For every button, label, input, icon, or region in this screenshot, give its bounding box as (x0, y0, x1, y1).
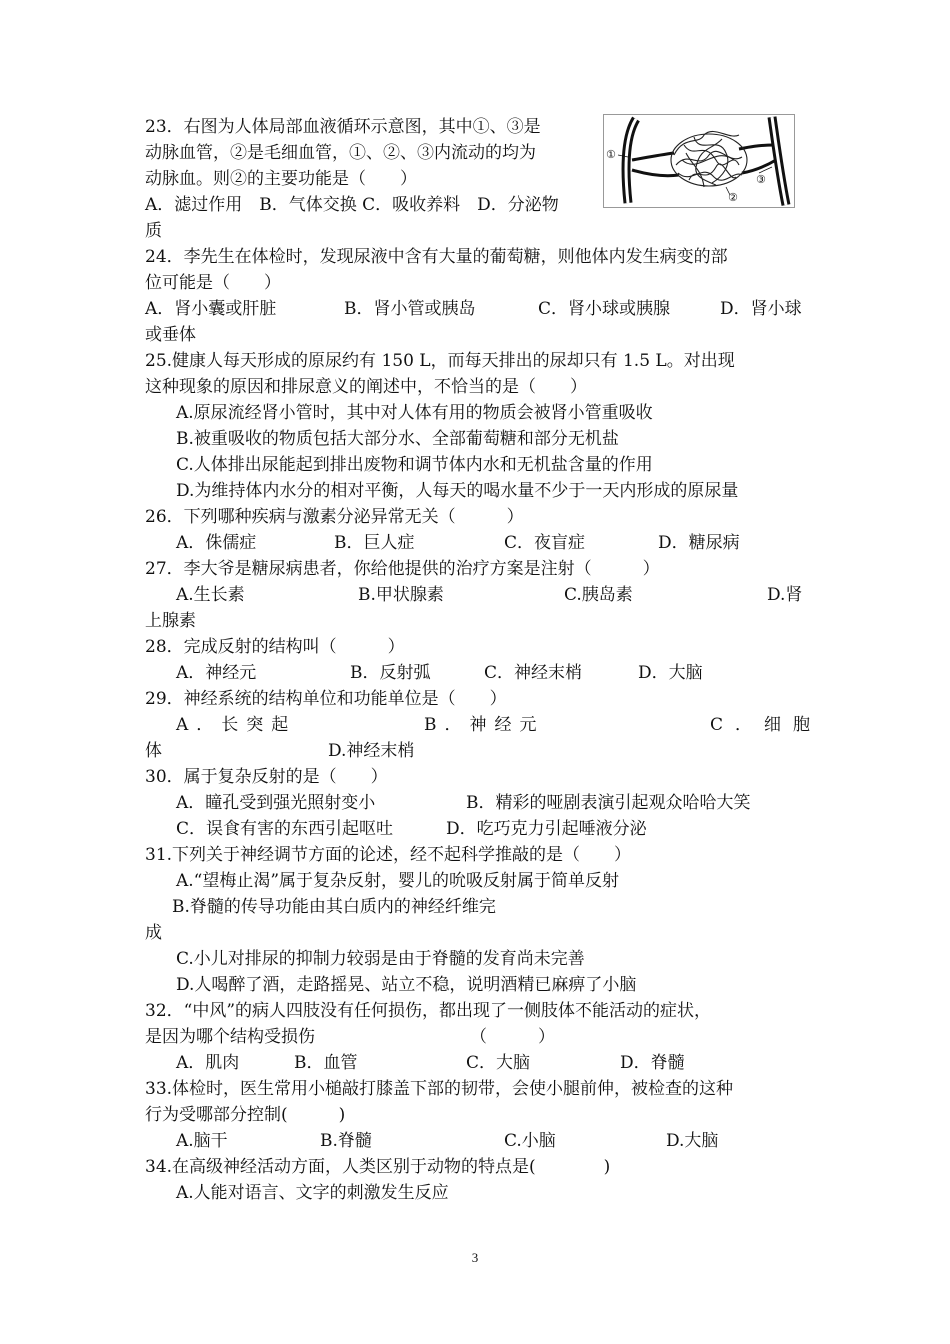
figure-label-2: ② (728, 191, 738, 204)
q25-line-1: 25.健康人每天形成的原尿约有 150 L，而每天排出的尿却只有 1.5 L。对出现 (145, 351, 735, 371)
q31-option-b: B.脊髓的传导功能由其白质内的神经纤维完 (172, 897, 496, 917)
q32-line-2: 是因为哪个结构受损伤 (145, 1027, 315, 1047)
page-number: 3 (471, 1250, 479, 1265)
q30-option-b: B．精彩的哑剧表演引起观众哈哈大笑 (466, 793, 751, 813)
q28-option-c: C．神经末梢 (484, 663, 583, 683)
q27-option-a: A.生长素 (176, 585, 245, 605)
q31-option-a: A.“望梅止渴”属于复杂反射，婴儿的吮吸反射属于简单反射 (176, 871, 620, 891)
q27-option-d: D.肾 (767, 585, 803, 605)
q30-line-1: 30．属于复杂反射的是（ ） (145, 767, 388, 787)
q33-option-a: A.脑干 (176, 1131, 228, 1151)
q24-option-d-wrap: 或垂体 (145, 325, 196, 345)
q30-option-d: D．吃巧克力引起唾液分泌 (446, 819, 647, 839)
q28-option-a: A．神经元 (176, 663, 257, 683)
q28-line-1: 28．完成反射的结构叫（ ） (145, 637, 405, 657)
figure-label-3: ③ (756, 173, 766, 186)
q32-option-d: D．脊髓 (620, 1053, 685, 1073)
q24-option-d: D．肾小球 (720, 299, 802, 319)
q25-option-c: C.人体排出尿能起到排出废物和调节体内水和无机盐含量的作用 (176, 455, 653, 475)
q30-option-a: A．瞳孔受到强光照射变小 (176, 793, 376, 813)
q24-option-b: B．肾小管或胰岛 (344, 299, 476, 319)
q23-options-wrap: 质 (145, 221, 162, 241)
q32-answer-blank: （ ） (470, 1027, 555, 1047)
q27-line-1: 27．李大爷是糖尿病患者，你给他提供的治疗方案是注射（ ） (145, 559, 660, 579)
q33-option-b: B.脊髓 (320, 1131, 372, 1151)
q23-line-1: 23．右图为人体局部血液循环示意图，其中①、③是 (145, 117, 541, 137)
q26-option-c: C．夜盲症 (504, 533, 586, 553)
q33-option-c: C.小脑 (504, 1131, 556, 1151)
q31-line-1: 31.下列关于神经调节方面的论述，经不起科学推敲的是（ ） (145, 845, 632, 865)
q29-option-c-wrap: 体 (145, 741, 162, 761)
q27-option-d-wrap: 上腺素 (145, 611, 196, 631)
capillary-network-illustration (604, 115, 794, 207)
q23-options: A．滤过作用 B．气体交换 C．吸收养料 D．分泌物 (145, 195, 559, 215)
q28-option-b: B．反射弧 (350, 663, 431, 683)
q32-option-b: B．血管 (294, 1053, 358, 1073)
figure-label-1: ① (606, 148, 616, 161)
q25-option-a: A.原尿流经肾小管时，其中对人体有用的物质会被肾小管重吸收 (176, 403, 653, 423)
q29-option-a: A．长突起 (176, 715, 297, 735)
q28-option-d: D．大脑 (638, 663, 703, 683)
q32-line-1: 32．“中风”的病人四肢没有任何损伤，都出现了一侧肢体不能活动的症状， (145, 1001, 712, 1021)
q24-option-a: A．肾小囊或肝脏 (145, 299, 277, 319)
q29-option-c: C．细胞 (710, 715, 823, 735)
q23-line-2: 动脉血管，②是毛细血管，①、②、③内流动的均为 (145, 143, 536, 163)
q32-option-c: C．大脑 (466, 1053, 531, 1073)
q29-option-d: D.神经末梢 (328, 741, 415, 761)
q25-option-d: D.为维持体内水分的相对平衡，人每天的喝水量不少于一天内形成的原尿量 (176, 481, 739, 501)
q31-option-c: C.小儿对排尿的抑制力较弱是由于脊髓的发育尚未完善 (176, 949, 585, 969)
q33-option-d: D.大脑 (666, 1131, 719, 1151)
q31-option-d: D.人喝醉了酒，走路摇晃、站立不稳，说明酒精已麻痹了小脑 (176, 975, 637, 995)
q29-option-b: B．神经元 (424, 715, 545, 735)
q24-line-1: 24．李先生在体检时，发现尿液中含有大量的葡萄糖，则他体内发生病变的部 (145, 247, 728, 267)
q25-option-b: B.被重吸收的物质包括大部分水、全部葡萄糖和部分无机盐 (176, 429, 619, 449)
q23-line-3: 动脉血。则②的主要功能是（ ） (145, 169, 417, 189)
q34-option-a: A.人能对语言、文字的刺激发生反应 (176, 1183, 449, 1203)
q26-line-1: 26．下列哪种疾病与激素分泌异常无关（ ） (145, 507, 524, 527)
q32-option-a: A．肌肉 (176, 1053, 240, 1073)
q27-option-c: C.胰岛素 (564, 585, 633, 605)
q34-line-1: 34.在高级神经活动方面，人类区别于动物的特点是( ) (145, 1157, 611, 1177)
q26-option-b: B．巨人症 (334, 533, 415, 553)
q26-option-a: A．侏儒症 (176, 533, 257, 553)
q26-option-d: D．糖尿病 (658, 533, 740, 553)
blood-circulation-figure (603, 114, 795, 208)
q31-option-b-wrap: 成 (145, 923, 162, 943)
q24-option-c: C．肾小球或胰腺 (538, 299, 671, 319)
q25-line-2: 这种现象的原因和排尿意义的阐述中，不恰当的是（ ） (145, 377, 587, 397)
q33-line-1: 33.体检时，医生常用小槌敲打膝盖下部的韧带，会使小腿前伸，被检查的这种 (145, 1079, 734, 1099)
q24-line-2: 位可能是（ ） (145, 273, 281, 293)
q33-line-2: 行为受哪部分控制( ) (145, 1105, 346, 1125)
q27-option-b: B.甲状腺素 (358, 585, 444, 605)
q30-option-c: C．误食有害的东西引起呕吐 (176, 819, 394, 839)
q29-line-1: 29．神经系统的结构单位和功能单位是（ ） (145, 689, 507, 709)
